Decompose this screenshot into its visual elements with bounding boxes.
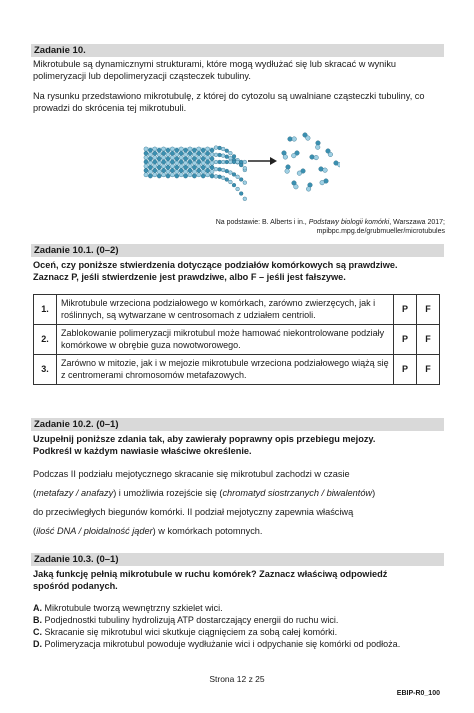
table-row <box>34 325 440 355</box>
task10-intro: Mikrotubule są dynamicznymi strukturami, które mogą wydłużać się lub skracać w wyniku polimeryzacji lub depolimeryzacji cząsteczek tubuliny. <box>33 59 397 81</box>
row-number: 2. <box>34 325 57 355</box>
task10-2-line1: Podczas II podziału mejotycznego skracanie się mikrotubul zachodzi w czasie <box>33 469 350 479</box>
choice-dna[interactable]: ilość DNA / ploidalność jąder <box>36 526 153 536</box>
task10-1-instruction-line2: Zaznacz P, jeśli stwierdzenie jest prawdziwe, albo F – jeśli jest fałszywe. <box>33 272 346 282</box>
microtubule-figure <box>140 127 340 202</box>
option-p[interactable]: P <box>394 325 417 355</box>
text-fragment: ) w komórkach potomnych. <box>152 526 263 536</box>
paren: ( <box>33 526 37 536</box>
option-letter: C. <box>33 627 42 637</box>
answer-option-c[interactable] <box>33 627 337 638</box>
option-text: Mikrotubule tworzą wewnętrzny szkielet wici. <box>44 603 223 613</box>
option-letter: B. <box>33 615 42 625</box>
task10-header: Zadanie 10. <box>31 44 444 57</box>
choice-phase[interactable]: metafazy / anafazy <box>36 488 114 498</box>
task10-figure-text: Na rysunku przedstawiono mikrotubulę, z której do cytozolu są uwalniane cząsteczki tubuliny, co prowadzi do skrócenia tej mikrotubuli. <box>33 91 425 113</box>
option-letter: A. <box>33 603 42 613</box>
source-line1: Na podstawie: B. Alberts i in., Podstawy biologii komórki, Warszawa 2017; <box>215 219 445 226</box>
option-text: Skracanie się mikrotubul wici skutkuje ciągnięciem za sobą całej komórki. <box>44 627 338 637</box>
table-row <box>34 355 440 385</box>
option-text: Polimeryzacja mikrotubul powoduje wydłużanie wici i odpychanie się komórki od podłoża. <box>44 639 401 649</box>
task10-2-line3: do przeciwległych biegunów komórki. II podział mejotyczny zapewnia właściwą <box>33 507 354 517</box>
figure-source <box>150 218 445 236</box>
text-fragment: ) i umożliwia rozejście się ( <box>113 488 223 498</box>
task10-3-instruction-line2: spośród podanych. <box>33 581 118 591</box>
option-p[interactable]: P <box>394 355 417 385</box>
task10-2-instruction-line2: Podkreśl w każdym nawiasie właściwe określenie. <box>33 446 252 456</box>
free-tubulin-dimers <box>282 133 340 192</box>
choice-chromatids[interactable]: chromatyd siostrzanych / biwalentów <box>222 488 373 498</box>
task10-1-header: Zadanie 10.1. (0–2) <box>31 244 444 257</box>
table-row <box>34 295 440 325</box>
option-text: Podjednostki tubuliny hydrolizują ATP dostarczający energii do ruchu wici. <box>44 615 339 625</box>
task10-2-line4 <box>33 525 445 537</box>
microtubule-body <box>144 146 247 201</box>
task10-2-instruction-line1: Uzupełnij poniższe zdania tak, aby zawierały poprawny opis przebiegu mejozy. <box>33 434 376 444</box>
task10-2-line2 <box>33 487 445 499</box>
option-letter: D. <box>33 639 42 649</box>
true-false-table <box>33 294 440 385</box>
task10-3-instruction-line1: Jaką funkcję pełnią mikrotubule w ruchu komórek? Zaznacz właściwą odpowiedź <box>33 569 388 579</box>
option-f[interactable]: F <box>417 295 440 325</box>
statement-text: Mikrotubule wrzeciona podziałowego w komórkach, zarówno zwierzęcych, jak i roślinnych, są wytwarzane w centrosomach z udziałem centrioli. <box>57 295 394 325</box>
page-number: Strona 12 z 25 <box>209 674 265 684</box>
option-f[interactable]: F <box>417 355 440 385</box>
task10-2-header: Zadanie 10.2. (0–1) <box>31 418 444 431</box>
arrow-icon <box>248 157 277 165</box>
answer-option-d[interactable] <box>33 639 400 650</box>
source-line2: mpibpc.mpg.de/grubmueller/microtubules <box>316 228 445 235</box>
task10-1-instruction-line1: Oceń, czy poniższe stwierdzenia dotyczące podziałów komórkowych są prawdziwe. <box>33 260 398 270</box>
exam-code: EBIP-R0_100 <box>396 690 440 697</box>
option-p[interactable]: P <box>394 295 417 325</box>
answer-option-b[interactable] <box>33 615 338 626</box>
statement-text: Zarówno w mitozie, jak i w mejozie mikrotubule wrzeciona podziałowego wiążą się z centromerami chromosomów metafazowych. <box>57 355 394 385</box>
paren: ) <box>372 488 376 498</box>
paren: ( <box>33 488 37 498</box>
task10-3-header: Zadanie 10.3. (0–1) <box>31 553 444 566</box>
option-f[interactable]: F <box>417 325 440 355</box>
row-number: 1. <box>34 295 57 325</box>
answer-option-a[interactable] <box>33 603 223 614</box>
row-number: 3. <box>34 355 57 385</box>
statement-text: Zablokowanie polimeryzacji mikrotubul może hamować niekontrolowane podziały komórkowe w obrębie guza nowotworowego. <box>57 325 394 355</box>
